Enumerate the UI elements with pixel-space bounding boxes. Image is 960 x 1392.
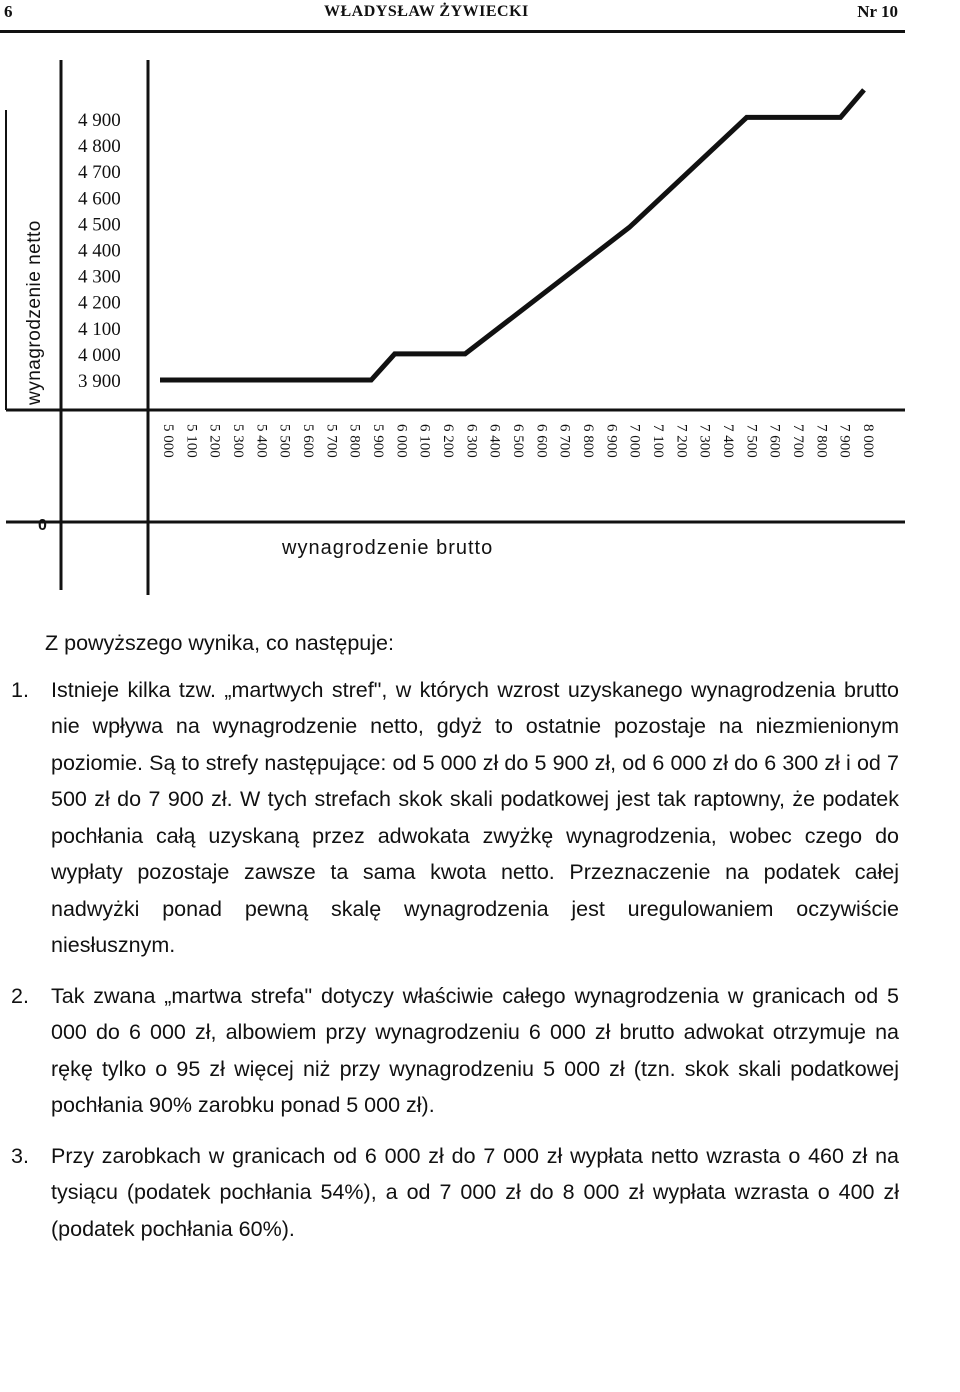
x-tick-labels [160,424,876,458]
y-tick-label: 4 600 [78,188,121,210]
x-tick-label: 6 500 [510,424,526,458]
y-tick-label: 4 300 [78,266,121,288]
y-axis-label: wynagrodzenie netto [24,220,45,405]
item-text: Przy zarobkach w granicach od 6 000 zł do 7 000 zł wypłata netto wzrasta o 460 zł na tysiącu (podatek pochłania 54%), a od 7 000 zł do 8 000 zł wypłata wzrasta o 400 zł (podatek pochłania 60%). [51,1143,899,1241]
issue-number: Nr 10 [857,2,898,21]
x-tick-label: 7 500 [743,424,760,458]
x-tick-label: 5 800 [346,424,363,458]
x-tick-label: 5 200 [206,424,223,458]
x-tick-label: 5 400 [253,424,270,458]
x-tick-label: 7 900 [836,424,853,458]
x-tick-label: 8 000 [860,424,876,458]
x-tick-label: 7 400 [720,424,736,458]
intro-line: Z powyższego wynika, co następuje: [45,631,394,655]
y-tick-label: 4 000 [78,344,121,366]
series-line [160,90,864,380]
x-tick-label: 7 700 [790,424,806,458]
y-tick-label: 4 400 [78,240,121,262]
running-head-author: WŁADYSŁAW ŻYWIECKI [324,3,529,20]
y-tick-label: 4 200 [78,292,121,314]
list-item-3 [11,1138,899,1248]
x-tick-label: 7 600 [766,424,783,458]
item-number: 2. [11,983,29,1008]
x-tick-label: 6 400 [486,424,503,458]
x-tick-label: 5 000 [160,424,176,458]
y-tick-label: 3 900 [78,371,121,392]
page-header [0,0,960,34]
x-tick-label: 6 000 [393,424,410,458]
x-tick-label: 5 600 [300,424,316,458]
x-tick-label: 7 200 [673,424,690,458]
x-tick-label: 5 700 [323,424,340,458]
x-tick-label: 7 800 [813,424,830,458]
list-item-1 [11,672,899,964]
x-tick-label: 5 500 [276,424,293,458]
item-number: 1. [11,677,29,702]
x-axis-label: wynagrodzenie brutto [282,537,494,559]
page-number: 6 [4,2,13,21]
x-tick-label: 7 000 [626,424,643,458]
header-rule [0,30,905,33]
item-text: Istnieje kilka tzw. „martwych stref", w których wzrost uzyskanego wynagrodzenia brutto nie wpływa na wynagrodzenie netto, gdyż to ostatnie pozostaje na niezmienionym poziomie. Są to strefy następujące: od 5 000 zł do 5 900 zł, od 6 000 zł do 6 300 zł i od 7 500 zł do 7 900 zł. W tych strefach skok skali podatkowej jest tak raptowny, że podatek pochłania całą uzyskaną przez adwokata zwyżkę wynagrodzenia, wobec czego do wypłaty pozostaje zawsze ta sama kwota netto. Przeznaczenie na podatek całej nadwyżki ponad pewną skalę wynagrodzenia jest uregulowaniem oczywiście niesłusznym. [51,677,899,957]
x-tick-label: 7 300 [696,424,713,458]
origin-label: 0 [38,517,47,534]
y-tick-label: 4 900 [78,110,121,131]
x-tick-label: 6 200 [440,424,456,458]
y-tick-labels [78,110,121,392]
y-tick-label: 4 700 [78,162,121,184]
body-text [11,625,899,1261]
y-tick-label: 4 500 [78,214,121,236]
x-tick-label: 6 300 [463,424,480,458]
y-tick-label: 4 100 [78,318,121,340]
x-tick-label: 6 800 [580,424,596,458]
x-tick-label: 6 900 [603,424,620,458]
x-tick-label: 5 100 [183,424,200,458]
list-item-2 [11,978,899,1124]
item-number: 3. [11,1143,29,1168]
x-tick-label: 5 300 [230,424,246,458]
x-tick-label: 7 100 [650,424,666,458]
salary-chart [0,40,960,600]
x-tick-label: 6 700 [556,424,573,458]
y-tick-label: 4 800 [78,136,121,158]
item-text: Tak zwana „martwa strefa" dotyczy właściwie całego wynagrodzenia w granicach od 5 000 do 6 000 zł, albowiem przy wynagrodzeniu 6 000 zł brutto adwokat otrzymuje na rękę tylko o 95 zł więcej niż przy wynagrodzeniu 5 000 zł (tzn. skok skali podatkowej pochłania 90% zarobku ponad 5 000 zł). [51,983,899,1117]
x-tick-label: 6 100 [416,424,433,458]
x-tick-label: 5 900 [370,424,386,458]
x-tick-label: 6 600 [533,424,550,458]
